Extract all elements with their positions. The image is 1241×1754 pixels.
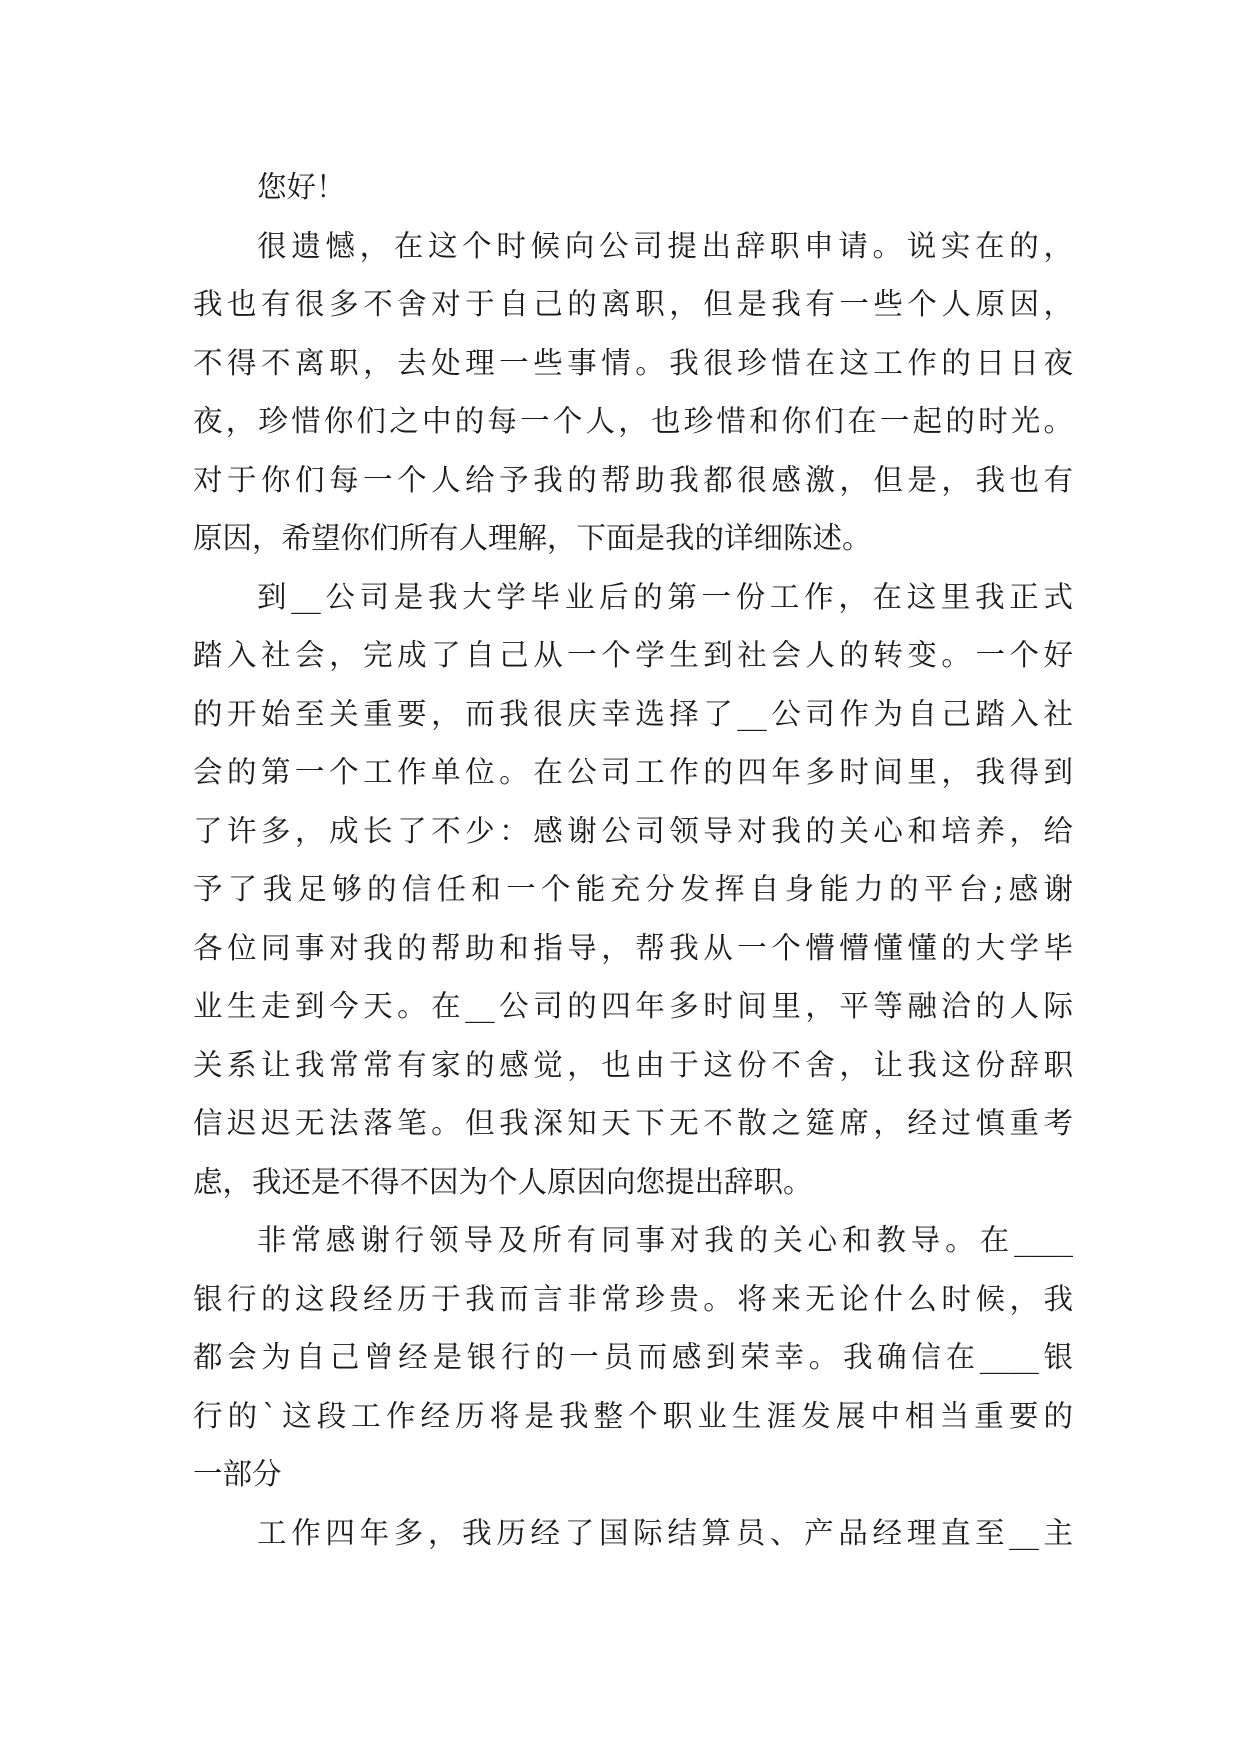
- text-line: 虑，我还是不得不因为个人原因向您提出辞职。: [193, 1164, 813, 1199]
- text-line: 我也有很多不舍对于自己的离职，但是我有一些个人原因，: [193, 287, 1073, 321]
- text-line: 工作四年多，我历经了国际结算员、产品经理直至__主: [257, 1515, 1073, 1550]
- text-line: 一部分: [193, 1457, 282, 1491]
- text-line: 予了我足够的信任和一个能充分发挥自身能力的平台;感谢: [193, 872, 1073, 906]
- text-line: 各位同事对我的帮助和指导，帮我从一个懵懵懂懂的大学毕: [193, 930, 1073, 965]
- text-line: 业生走到今天。在__公司的四年多时间里，平等融洽的人际: [193, 989, 1073, 1023]
- letter-lines: [193, 217, 1073, 1563]
- text-line: 了许多，成长了不少：感谢公司领导对我的关心和培养，给: [193, 813, 1073, 848]
- text-line: 到__公司是我大学毕业后的第一份工作，在这里我正式: [257, 579, 1073, 614]
- greeting-line: 您好！: [257, 170, 346, 204]
- text-line: 关系让我常常有家的感觉，也由于这份不舍，让我这份辞职: [193, 1047, 1073, 1082]
- text-line: 信迟迟无法落笔。但我深知天下无不散之筵席，经过慎重考: [193, 1106, 1073, 1140]
- text-line: 很遗憾，在这个时候向公司提出辞职申请。说实在的，: [257, 228, 1073, 263]
- text-line: 对于你们每一个人给予我的帮助我都很感激，但是，我也有: [193, 462, 1073, 497]
- text-line: 原因，希望你们所有人理解，下面是我的详细陈述。: [193, 521, 872, 555]
- text-line: 都会为自己曾经是银行的一员而感到荣幸。我确信在____银: [193, 1340, 1073, 1374]
- text-line: 不得不离职，去处理一些事情。我很珍惜在这工作的日日夜: [193, 345, 1073, 380]
- text-line: 银行的这段经历于我而言非常珍贵。将来无论什么时候，我: [193, 1281, 1073, 1316]
- text-line: 会的第一个工作单位。在公司工作的四年多时间里，我得到: [193, 755, 1073, 789]
- text-line: 踏入社会，完成了自己从一个学生到社会人的转变。一个好: [193, 638, 1073, 672]
- text-line: 的开始至关重要，而我很庆幸选择了__公司作为自己踏入社: [193, 696, 1073, 731]
- letter-body: [193, 158, 1073, 1562]
- text-line: 行的`这段工作经历将是我整个职业生涯发展中相当重要的: [193, 1398, 1073, 1433]
- text-line: 非常感谢行领导及所有同事对我的关心和教导。在____: [257, 1223, 1073, 1257]
- text-line: 夜，珍惜你们之中的每一个人，也珍惜和你们在一起的时光。: [193, 404, 1073, 438]
